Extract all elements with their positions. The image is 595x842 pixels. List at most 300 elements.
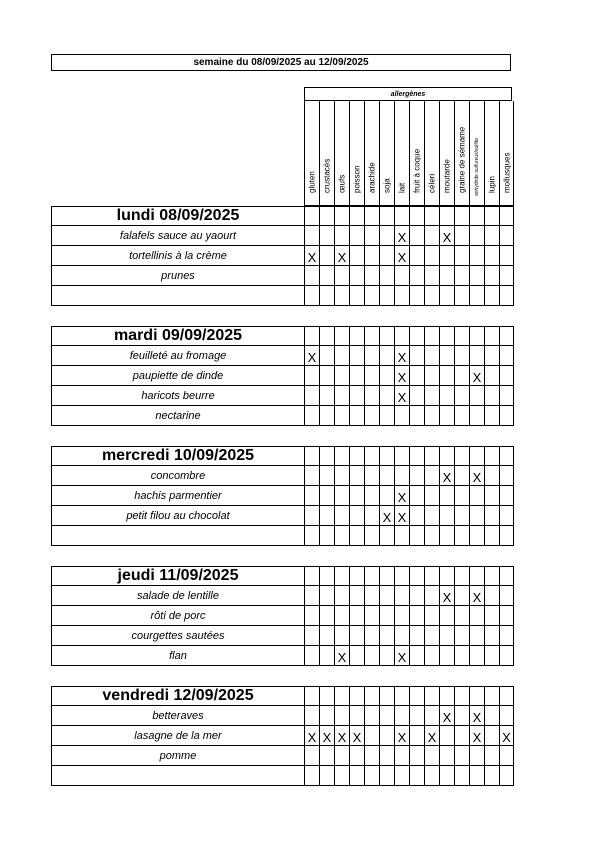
dish-name: lasagne de la mer — [51, 726, 304, 746]
allergen-cell — [394, 446, 409, 466]
allergen-cell — [349, 766, 364, 786]
allergen-cell — [349, 386, 364, 406]
allergen-cell — [409, 366, 424, 386]
allergen-cells — [304, 766, 514, 786]
allergen-mark: X — [379, 506, 394, 526]
allergen-cell — [379, 326, 394, 346]
allergen-cell — [349, 626, 364, 646]
allergen-cell — [454, 366, 469, 386]
allergen-cell — [424, 686, 439, 706]
allergen-cell — [469, 386, 484, 406]
allergen-cell — [334, 766, 349, 786]
allergen-cell — [469, 506, 484, 526]
allergen-cell — [334, 286, 349, 306]
allergen-cell — [454, 466, 469, 486]
allergen-cell — [469, 286, 484, 306]
allergen-cell — [304, 486, 319, 506]
allergen-cell — [454, 526, 469, 546]
allergen-cell — [439, 326, 454, 346]
dish-row — [51, 266, 512, 286]
allergen-cell — [379, 226, 394, 246]
allergen-cell — [364, 286, 379, 306]
dish-row — [51, 486, 512, 506]
dish-row — [51, 526, 512, 546]
allergen-cell — [394, 406, 409, 426]
allergen-cell — [334, 226, 349, 246]
allergen-cell — [499, 486, 514, 506]
allergen-cell — [349, 346, 364, 366]
dish-name: tortellinis à la crème — [51, 246, 304, 266]
dish-name: petit filou au chocolat — [51, 506, 304, 526]
allergen-label: fruit à coque — [412, 148, 422, 193]
allergen-cell — [484, 586, 499, 606]
allergen-mark: X — [469, 726, 484, 746]
allergen-cell — [364, 706, 379, 726]
allergen-cell — [424, 526, 439, 546]
allergen-cell — [349, 586, 364, 606]
allergen-cell — [484, 346, 499, 366]
dish-row — [51, 226, 512, 246]
dish-name: haricots beurre — [51, 386, 304, 406]
allergen-cell — [409, 206, 424, 226]
allergen-mark: X — [499, 726, 514, 746]
allergen-cells — [304, 486, 514, 506]
allergen-cell — [499, 706, 514, 726]
allergen-cell — [334, 346, 349, 366]
allergen-cell — [484, 246, 499, 266]
allergen-cell — [409, 466, 424, 486]
allergen-mark: X — [304, 246, 319, 266]
day-header-row — [51, 566, 512, 586]
allergen-cell — [364, 466, 379, 486]
allergen-cell — [499, 386, 514, 406]
dish-name: rôti de porc — [51, 606, 304, 626]
allergen-cell — [349, 206, 364, 226]
allergen-mark: X — [334, 646, 349, 666]
allergen-cell — [334, 446, 349, 466]
allergen-cell — [484, 386, 499, 406]
dish-name: hachis parmentier — [51, 486, 304, 506]
allergen-cell — [499, 206, 514, 226]
allergen-cell — [379, 386, 394, 406]
dish-row — [51, 626, 512, 646]
allergen-cell — [394, 286, 409, 306]
allergen-mark: X — [394, 726, 409, 746]
allergen-cell — [409, 406, 424, 426]
allergen-cell — [304, 586, 319, 606]
dish-name: feuilleté au fromage — [51, 346, 304, 366]
allergen-cell — [379, 746, 394, 766]
dish-row — [51, 386, 512, 406]
allergen-cell — [349, 466, 364, 486]
dish-row — [51, 366, 512, 386]
allergen-cell — [439, 606, 454, 626]
allergen-cell — [424, 646, 439, 666]
allergen-cell — [334, 746, 349, 766]
allergen-cell — [454, 706, 469, 726]
dish-row — [51, 346, 512, 366]
day-label: jeudi 11/09/2025 — [51, 566, 304, 586]
allergen-cell — [394, 766, 409, 786]
allergen-cell — [454, 326, 469, 346]
allergen-cell — [499, 506, 514, 526]
allergen-cell — [379, 586, 394, 606]
allergen-cell — [379, 686, 394, 706]
allergen-mark: X — [394, 646, 409, 666]
allergen-cell — [394, 566, 409, 586]
allergen-cell — [424, 706, 439, 726]
allergen-mark: X — [469, 366, 484, 386]
allergen-mark: X — [439, 586, 454, 606]
allergen-cell — [349, 486, 364, 506]
allergen-label: soja — [382, 178, 392, 193]
allergen-cell — [304, 286, 319, 306]
allergen-mark: X — [334, 726, 349, 746]
allergen-cell — [364, 566, 379, 586]
allergen-cell — [424, 626, 439, 646]
allergen-cell — [469, 206, 484, 226]
allergen-cell — [364, 586, 379, 606]
allergen-label: lait — [397, 182, 407, 193]
allergen-cell — [424, 406, 439, 426]
allergen-cell — [379, 366, 394, 386]
day-header-row — [51, 206, 512, 226]
dish-row — [51, 246, 512, 266]
dish-row — [51, 286, 512, 306]
dish-name: pomme — [51, 746, 304, 766]
allergen-cells — [304, 346, 514, 366]
allergen-column-header — [409, 101, 424, 206]
allergen-column-header — [454, 101, 469, 206]
allergen-cell — [454, 206, 469, 226]
allergen-cell — [304, 706, 319, 726]
allergen-cell — [484, 766, 499, 786]
allergen-cell — [304, 526, 319, 546]
allergen-cell — [469, 346, 484, 366]
allergen-cell — [454, 346, 469, 366]
allergen-cell — [424, 386, 439, 406]
allergen-mark: X — [424, 726, 439, 746]
allergen-cell — [364, 446, 379, 466]
allergen-cell — [334, 506, 349, 526]
allergen-cell — [439, 526, 454, 546]
allergen-cell — [469, 326, 484, 346]
allergen-mark: X — [394, 366, 409, 386]
allergen-cell — [319, 746, 334, 766]
allergen-cell — [484, 686, 499, 706]
allergen-cell — [484, 626, 499, 646]
allergen-cell — [409, 706, 424, 726]
allergen-cells — [304, 586, 514, 606]
allergen-cell — [409, 566, 424, 586]
allergen-cell — [319, 486, 334, 506]
allergen-cell — [409, 726, 424, 746]
allergen-cell — [319, 206, 334, 226]
allergen-cell — [439, 686, 454, 706]
allergen-cell — [364, 486, 379, 506]
allergen-cells — [304, 226, 514, 246]
allergen-cell — [334, 326, 349, 346]
allergen-cell — [409, 686, 424, 706]
allergen-cell — [484, 286, 499, 306]
allergen-column-header — [469, 101, 484, 206]
allergen-cell — [439, 446, 454, 466]
allergen-mark: X — [394, 506, 409, 526]
allergen-cell — [424, 366, 439, 386]
allergen-cells — [304, 366, 514, 386]
allergen-cell — [499, 686, 514, 706]
allergen-cell — [469, 766, 484, 786]
allergen-cell — [334, 466, 349, 486]
allergen-cell — [379, 466, 394, 486]
allergen-cell — [424, 766, 439, 786]
day-header-row — [51, 446, 512, 466]
allergen-cell — [454, 746, 469, 766]
allergen-cell — [409, 266, 424, 286]
allergen-cell — [439, 406, 454, 426]
allergen-cell — [484, 486, 499, 506]
allergen-cell — [304, 506, 319, 526]
allergen-cell — [499, 326, 514, 346]
allergen-cell — [349, 606, 364, 626]
allergen-cell — [304, 686, 319, 706]
allergen-cell — [424, 346, 439, 366]
allergen-cell — [499, 226, 514, 246]
allergen-cell — [469, 566, 484, 586]
allergen-cell — [499, 406, 514, 426]
allergen-cell — [364, 626, 379, 646]
dish-name: courgettes sautées — [51, 626, 304, 646]
allergen-cell — [469, 266, 484, 286]
allergen-cell — [409, 346, 424, 366]
allergen-column-header — [334, 101, 349, 206]
allergen-cell — [499, 766, 514, 786]
allergen-label: graine de sémame — [457, 126, 467, 193]
allergen-cell — [409, 646, 424, 666]
allergen-cell — [364, 226, 379, 246]
allergen-cell — [379, 566, 394, 586]
allergen-cell — [499, 566, 514, 586]
allergen-cell — [349, 326, 364, 346]
allergen-cell — [484, 406, 499, 426]
allergen-cell — [454, 506, 469, 526]
allergen-cell — [469, 226, 484, 246]
day-label: mardi 09/09/2025 — [51, 326, 304, 346]
dish-name: flan — [51, 646, 304, 666]
allergen-cell — [469, 646, 484, 666]
allergen-label: lupin — [487, 176, 497, 193]
allergen-cell — [349, 506, 364, 526]
allergen-cell — [424, 226, 439, 246]
allergen-cell — [349, 706, 364, 726]
allergen-cells — [304, 446, 514, 466]
allergen-cell — [454, 766, 469, 786]
allergen-cell — [394, 466, 409, 486]
allergen-cell — [439, 266, 454, 286]
allergen-cell — [409, 586, 424, 606]
allergen-cell — [304, 266, 319, 286]
allergen-cell — [424, 246, 439, 266]
allergen-cell — [409, 326, 424, 346]
dish-name: falafels sauce au yaourt — [51, 226, 304, 246]
allergen-mark: X — [469, 706, 484, 726]
allergen-cell — [349, 746, 364, 766]
allergen-cell — [484, 206, 499, 226]
allergen-cell — [394, 326, 409, 346]
allergen-column-header — [394, 101, 409, 206]
allergen-cell — [484, 366, 499, 386]
allergen-cell — [304, 366, 319, 386]
allergen-cell — [319, 346, 334, 366]
allergen-column-header — [439, 101, 454, 206]
allergen-cell — [484, 606, 499, 626]
allergen-cell — [454, 606, 469, 626]
allergen-cell — [334, 266, 349, 286]
day-label: lundi 08/09/2025 — [51, 206, 304, 226]
allergen-column-header — [499, 101, 514, 206]
allergen-column-header — [424, 101, 439, 206]
allergen-cell — [349, 646, 364, 666]
allergen-cells — [304, 566, 514, 586]
dish-row — [51, 646, 512, 666]
allergen-cell — [469, 606, 484, 626]
allergen-cell — [484, 566, 499, 586]
allergen-cell — [454, 386, 469, 406]
allergen-cell — [379, 486, 394, 506]
allergen-cell — [319, 286, 334, 306]
allergen-cell — [454, 686, 469, 706]
allergen-cell — [424, 586, 439, 606]
allergen-cell — [439, 506, 454, 526]
allergen-cell — [409, 506, 424, 526]
allergen-cell — [469, 406, 484, 426]
dish-row — [51, 766, 512, 786]
dish-name: concombre — [51, 466, 304, 486]
allergen-cell — [439, 726, 454, 746]
allergen-cell — [379, 706, 394, 726]
allergen-cell — [424, 746, 439, 766]
allergen-cell — [439, 286, 454, 306]
allergen-cell — [319, 566, 334, 586]
allergen-cell — [304, 646, 319, 666]
dish-row — [51, 746, 512, 766]
allergen-cell — [469, 486, 484, 506]
allergen-cell — [379, 246, 394, 266]
day-label: mercredi 10/09/2025 — [51, 446, 304, 466]
allergen-cell — [304, 466, 319, 486]
allergen-cells — [304, 626, 514, 646]
allergen-mark: X — [394, 346, 409, 366]
allergen-cell — [499, 286, 514, 306]
dish-row — [51, 586, 512, 606]
allergen-cell — [334, 706, 349, 726]
allergen-cell — [394, 586, 409, 606]
allergen-cell — [364, 266, 379, 286]
allergen-cell — [499, 646, 514, 666]
allergen-cell — [319, 406, 334, 426]
allergen-cells — [304, 706, 514, 726]
allergen-cell — [394, 266, 409, 286]
allergen-cell — [439, 346, 454, 366]
allergen-cell — [334, 566, 349, 586]
allergen-label: arachide — [367, 162, 377, 193]
allergen-cell — [484, 726, 499, 746]
dish-name: prunes — [51, 266, 304, 286]
allergen-cell — [454, 286, 469, 306]
allergen-cell — [364, 606, 379, 626]
allergen-cell — [484, 326, 499, 346]
allergen-cells — [304, 286, 514, 306]
allergen-cell — [469, 626, 484, 646]
allergen-cell — [439, 626, 454, 646]
allergen-cell — [304, 626, 319, 646]
allergen-label: céleri — [427, 173, 437, 193]
allergen-cell — [394, 686, 409, 706]
allergen-cell — [394, 526, 409, 546]
allergen-cell — [364, 726, 379, 746]
allergen-cell — [499, 466, 514, 486]
allergen-cell — [409, 526, 424, 546]
allergen-cell — [469, 246, 484, 266]
dish-name: betteraves — [51, 706, 304, 726]
allergen-cell — [349, 406, 364, 426]
allergen-cell — [364, 506, 379, 526]
allergen-cell — [334, 626, 349, 646]
allergen-cell — [379, 646, 394, 666]
allergen-cell — [409, 446, 424, 466]
allergen-cell — [484, 746, 499, 766]
allergen-cell — [499, 586, 514, 606]
allergen-cell — [424, 566, 439, 586]
allergen-cell — [454, 246, 469, 266]
allergen-cells — [304, 686, 514, 706]
allergen-column-header — [484, 101, 499, 206]
allergen-cell — [454, 486, 469, 506]
allergen-cell — [349, 266, 364, 286]
allergen-label: anhydride sulfureux/sulfite — [474, 137, 480, 196]
allergen-column-header — [379, 101, 394, 206]
allergen-cell — [379, 346, 394, 366]
allergen-cell — [349, 226, 364, 246]
allergen-cell — [304, 766, 319, 786]
allergen-cell — [394, 626, 409, 646]
allergen-label: moutarde — [442, 159, 452, 193]
allergen-mark: X — [439, 706, 454, 726]
allergen-mark: X — [349, 726, 364, 746]
allergen-cell — [439, 366, 454, 386]
allergen-cell — [304, 226, 319, 246]
allergen-cell — [334, 406, 349, 426]
allergen-column-header — [319, 101, 334, 206]
allergen-cell — [409, 766, 424, 786]
allergen-cell — [364, 206, 379, 226]
allergen-cell — [334, 386, 349, 406]
allergen-column-header — [349, 101, 364, 206]
allergen-cell — [319, 766, 334, 786]
dish-row — [51, 506, 512, 526]
allergen-cell — [409, 626, 424, 646]
allergen-cell — [319, 506, 334, 526]
allergen-cell — [439, 746, 454, 766]
allergen-cell — [439, 566, 454, 586]
allergen-cells — [304, 206, 514, 226]
allergen-cell — [304, 326, 319, 346]
allergen-cell — [379, 286, 394, 306]
allergen-cell — [319, 586, 334, 606]
dish-row — [51, 726, 512, 746]
day-label: vendredi 12/09/2025 — [51, 686, 304, 706]
dish-row — [51, 466, 512, 486]
